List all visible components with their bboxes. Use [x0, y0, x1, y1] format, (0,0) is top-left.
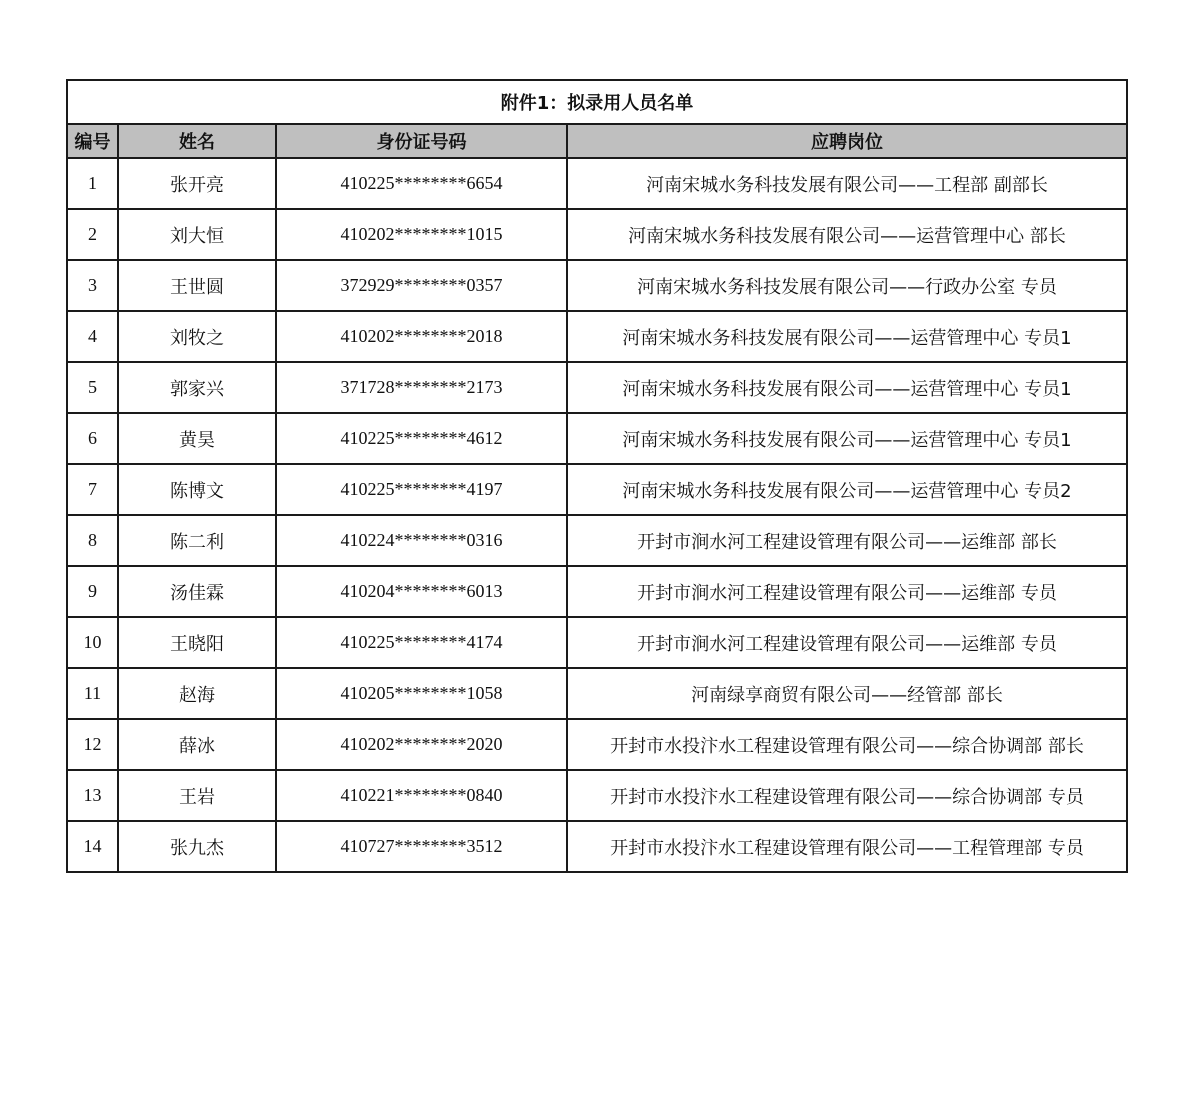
cell-name: 王岩 — [118, 770, 276, 821]
cell-number: 6 — [67, 413, 118, 464]
cell-position: 河南宋城水务科技发展有限公司——工程部 副部长 — [567, 158, 1127, 209]
table-row — [67, 260, 1127, 311]
cell-position: 开封市涧水河工程建设管理有限公司——运维部 部长 — [567, 515, 1127, 566]
cell-number: 10 — [67, 617, 118, 668]
table-row — [67, 821, 1127, 872]
cell-position: 开封市水投汴水工程建设管理有限公司——工程管理部 专员 — [567, 821, 1127, 872]
cell-position: 河南宋城水务科技发展有限公司——运营管理中心 专员1 — [567, 413, 1127, 464]
cell-id-number: 410225********4612 — [276, 413, 567, 464]
cell-name: 黄昊 — [118, 413, 276, 464]
cell-position: 河南宋城水务科技发展有限公司——运营管理中心 部长 — [567, 209, 1127, 260]
cell-position: 河南宋城水务科技发展有限公司——行政办公室 专员 — [567, 260, 1127, 311]
cell-position: 河南宋城水务科技发展有限公司——运营管理中心 专员1 — [567, 362, 1127, 413]
hiring-list-table — [66, 79, 1128, 873]
table-row — [67, 413, 1127, 464]
table-row — [67, 311, 1127, 362]
cell-name: 刘牧之 — [118, 311, 276, 362]
cell-id-number: 410202********2020 — [276, 719, 567, 770]
cell-id-number: 371728********2173 — [276, 362, 567, 413]
cell-id-number: 410225********4174 — [276, 617, 567, 668]
cell-number: 8 — [67, 515, 118, 566]
cell-id-number: 410204********6013 — [276, 566, 567, 617]
header-number: 编号 — [67, 124, 118, 158]
header-name: 姓名 — [118, 124, 276, 158]
cell-position: 开封市水投汴水工程建设管理有限公司——综合协调部 部长 — [567, 719, 1127, 770]
cell-number: 5 — [67, 362, 118, 413]
document-sheet — [66, 79, 1126, 873]
cell-number: 11 — [67, 668, 118, 719]
cell-position: 河南宋城水务科技发展有限公司——运营管理中心 专员1 — [567, 311, 1127, 362]
table-row — [67, 719, 1127, 770]
table-row — [67, 464, 1127, 515]
cell-name: 张开亮 — [118, 158, 276, 209]
table-row — [67, 209, 1127, 260]
cell-id-number: 410225********6654 — [276, 158, 567, 209]
table-row — [67, 770, 1127, 821]
cell-number: 12 — [67, 719, 118, 770]
cell-name: 王世圆 — [118, 260, 276, 311]
table-row — [67, 362, 1127, 413]
cell-number: 13 — [67, 770, 118, 821]
cell-position: 开封市水投汴水工程建设管理有限公司——综合协调部 专员 — [567, 770, 1127, 821]
table-row — [67, 617, 1127, 668]
cell-name: 薛冰 — [118, 719, 276, 770]
cell-position: 开封市涧水河工程建设管理有限公司——运维部 专员 — [567, 617, 1127, 668]
table-row — [67, 566, 1127, 617]
cell-id-number: 410202********2018 — [276, 311, 567, 362]
table-row — [67, 515, 1127, 566]
title-row — [67, 80, 1127, 124]
cell-name: 陈博文 — [118, 464, 276, 515]
document-title: 附件1：拟录用人员名单 — [67, 80, 1127, 124]
cell-id-number: 410727********3512 — [276, 821, 567, 872]
cell-number: 14 — [67, 821, 118, 872]
cell-name: 郭家兴 — [118, 362, 276, 413]
cell-name: 陈二利 — [118, 515, 276, 566]
cell-id-number: 410202********1015 — [276, 209, 567, 260]
header-position: 应聘岗位 — [567, 124, 1127, 158]
cell-number: 2 — [67, 209, 118, 260]
cell-name: 张九杰 — [118, 821, 276, 872]
header-row — [67, 124, 1127, 158]
cell-id-number: 410224********0316 — [276, 515, 567, 566]
cell-name: 王晓阳 — [118, 617, 276, 668]
header-id-number: 身份证号码 — [276, 124, 567, 158]
table-body — [67, 158, 1127, 872]
cell-id-number: 410225********4197 — [276, 464, 567, 515]
cell-id-number: 410205********1058 — [276, 668, 567, 719]
cell-position: 河南宋城水务科技发展有限公司——运营管理中心 专员2 — [567, 464, 1127, 515]
cell-id-number: 410221********0840 — [276, 770, 567, 821]
cell-id-number: 372929********0357 — [276, 260, 567, 311]
table-row — [67, 158, 1127, 209]
cell-position: 开封市涧水河工程建设管理有限公司——运维部 专员 — [567, 566, 1127, 617]
cell-number: 7 — [67, 464, 118, 515]
cell-name: 汤佳霖 — [118, 566, 276, 617]
cell-number: 9 — [67, 566, 118, 617]
cell-position: 河南绿享商贸有限公司——经管部 部长 — [567, 668, 1127, 719]
cell-number: 3 — [67, 260, 118, 311]
cell-number: 1 — [67, 158, 118, 209]
cell-name: 刘大恒 — [118, 209, 276, 260]
cell-name: 赵海 — [118, 668, 276, 719]
table-row — [67, 668, 1127, 719]
cell-number: 4 — [67, 311, 118, 362]
